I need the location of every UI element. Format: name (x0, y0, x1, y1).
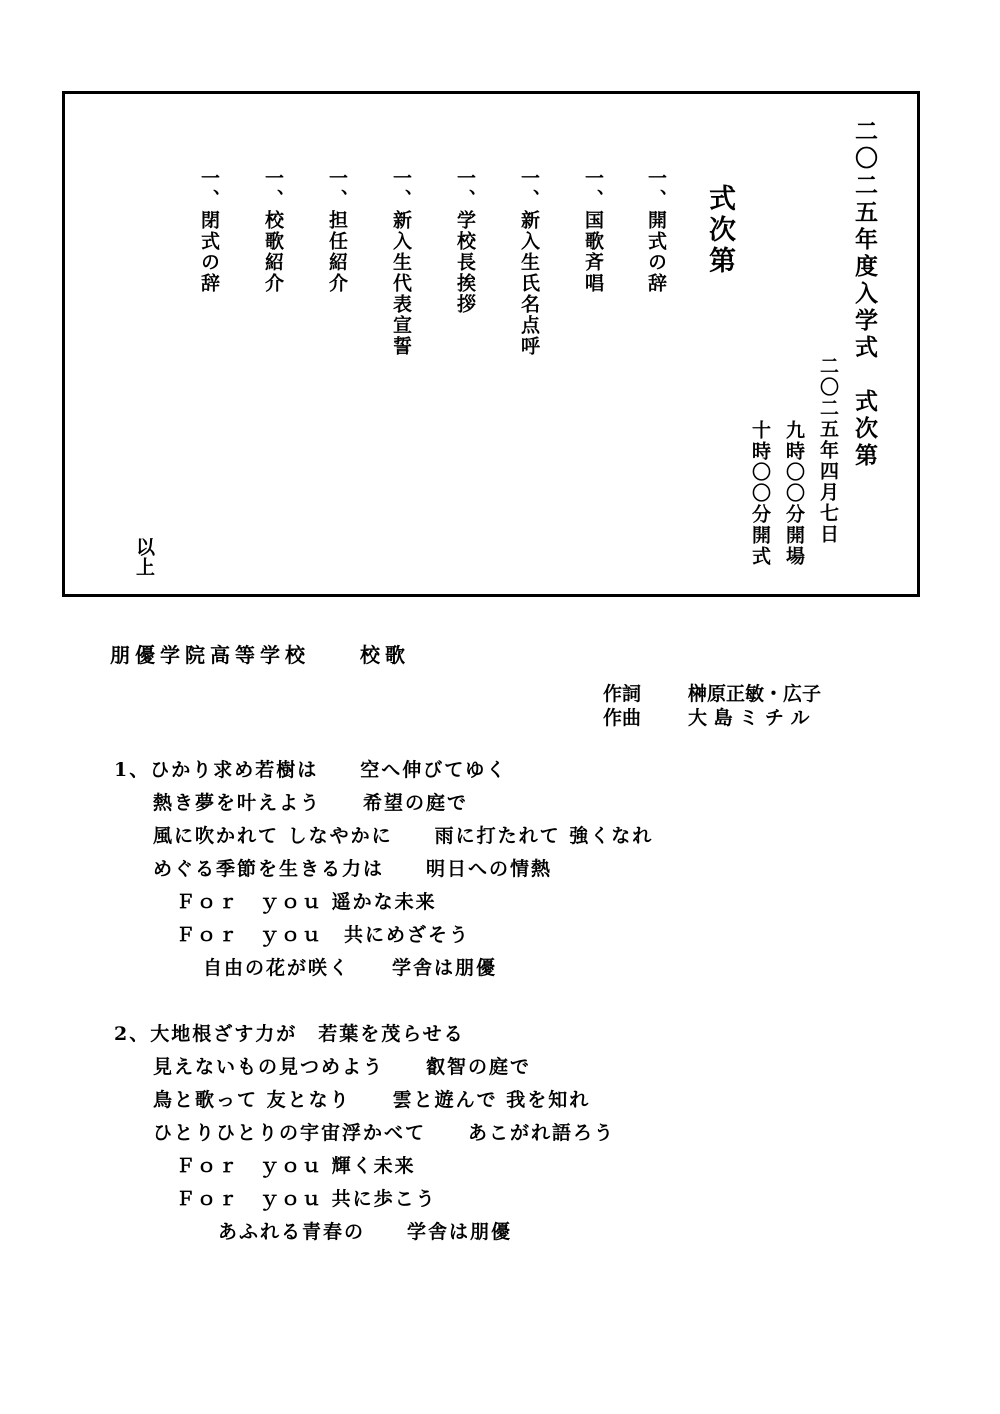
verse-1-line: 風に吹かれて しなやかに 雨に打たれて 強くなれ (153, 825, 654, 847)
verse-1-line: 熱き夢を叶えよう 希望の庭で (153, 792, 469, 814)
verse-1-line: めぐる季節を生きる力は 明日への情熱 (153, 858, 553, 880)
verse-2-line: 鳥と歌って 友となり 雲と遊んで 我を知れ (153, 1089, 591, 1111)
program-item: 一、新入生代表宣誓 (390, 168, 412, 357)
program-item: 一、新入生氏名点呼 (518, 168, 540, 357)
verse-2-line: ひとりひとりの宇宙浮かべて あこがれ語ろう (153, 1122, 616, 1144)
ceremony-title: 二〇二五年度入学式 式次第 (851, 119, 878, 470)
verse-2-line: Ｆｏｒ ｙｏｕ 共に歩こう (176, 1188, 437, 1210)
program-item: 一、国歌斉唱 (582, 168, 604, 294)
program-item: 一、開式の辞 (645, 168, 667, 294)
closing-mark: 以上 (133, 537, 155, 577)
lyricist-name: 榊原正敏・広子 (688, 683, 822, 705)
verse-1-line: Ｆｏｒ ｙｏｕ 共にめざそう (176, 924, 471, 946)
ceremony-date: 二〇二五年四月七日 (817, 356, 839, 545)
lyricist-label: 作詞 (603, 683, 642, 705)
verse-1-line: 1、ひかり求め若樹は 空へ伸びてゆく (114, 759, 508, 781)
verse-2-line: あふれる青春の 学舎は朋優 (218, 1221, 513, 1243)
doors-open-time: 九時〇〇分開場 (783, 420, 805, 567)
program-item: 一、校歌紹介 (262, 168, 284, 294)
program-item: 一、担任紹介 (326, 168, 348, 294)
program-item: 一、閉式の辞 (198, 168, 220, 294)
song-title: 朋優学院高等学校 校歌 (110, 643, 410, 667)
verse-1-line: 自由の花が咲く 学舎は朋優 (203, 957, 498, 979)
verse-1-line: Ｆｏｒ ｙｏｕ 遥かな未来 (176, 891, 437, 913)
verse-2-line: 2、大地根ざす力が 若葉を茂らせる (114, 1023, 465, 1045)
program-item: 一、学校長挨拶 (454, 168, 476, 315)
verse-2-line: Ｆｏｒ ｙｏｕ 輝く未来 (176, 1155, 416, 1177)
composer-label: 作曲 (603, 707, 642, 729)
composer-name: 大 島 ミ チ ル (688, 707, 810, 729)
verse-2-line: 見えないもの見つめよう 叡智の庭で (153, 1056, 532, 1078)
program-heading: 式次第 (704, 184, 735, 277)
start-time: 十時〇〇分開式 (749, 420, 771, 567)
